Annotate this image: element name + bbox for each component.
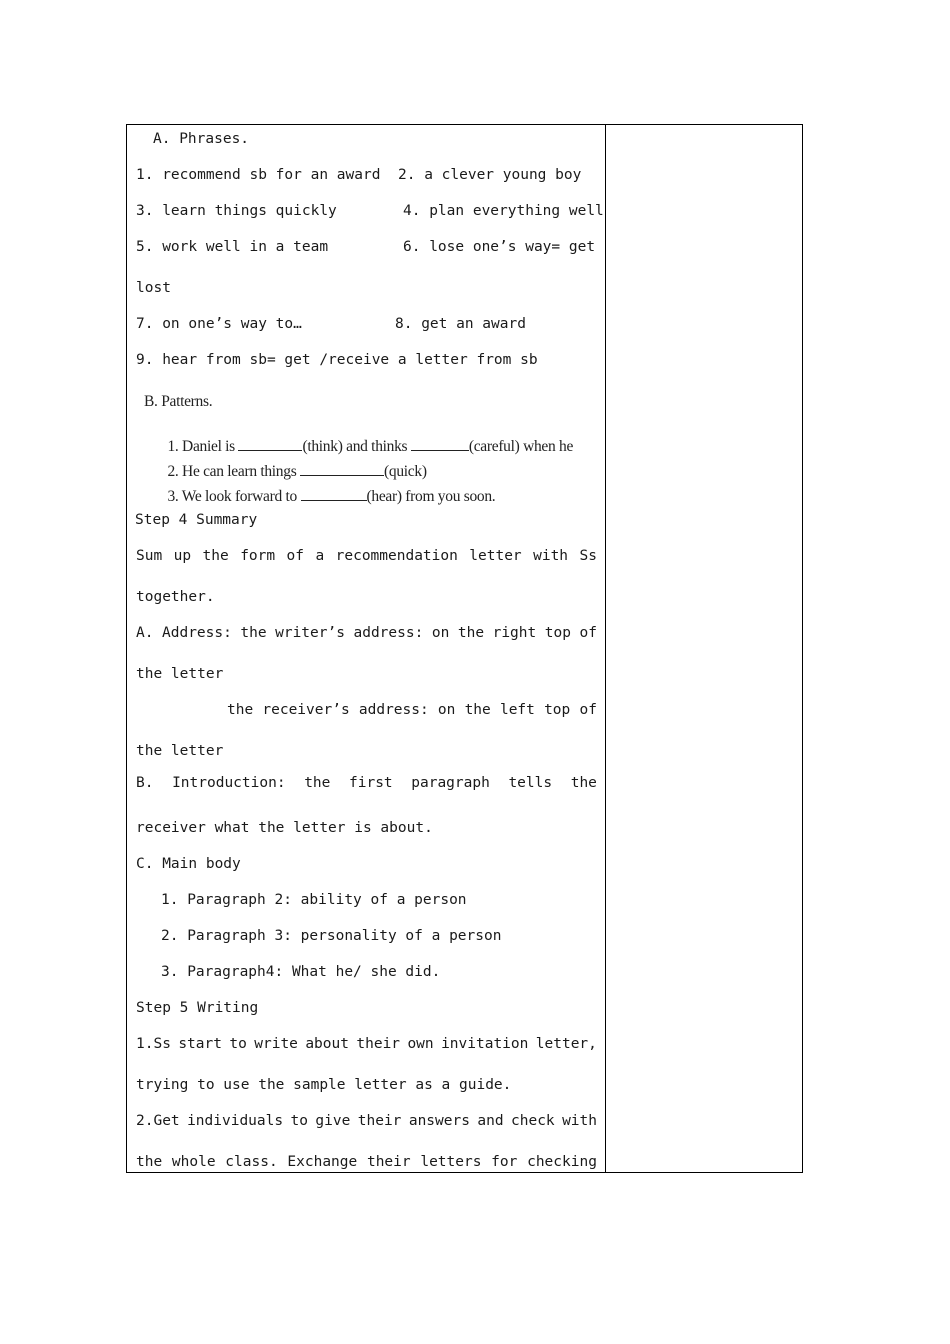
- word: of: [579, 625, 597, 641]
- address-continued: the letter: [136, 666, 224, 682]
- word: write: [254, 1036, 298, 1052]
- writing-item-2: [136, 1112, 597, 1130]
- word: A.: [136, 625, 154, 641]
- phrase-item: 7. on one’s way to…: [136, 316, 302, 332]
- word: top: [544, 702, 571, 718]
- phrase-item: 4. plan everything well: [403, 203, 604, 219]
- word: answers: [408, 1113, 470, 1129]
- word: Exchange: [287, 1154, 358, 1170]
- pattern-text: 2. He can learn things: [167, 463, 301, 480]
- main-body-heading: C. Main body: [136, 856, 241, 872]
- word: recommendation: [335, 548, 458, 564]
- patterns-heading: B. Patterns.: [144, 393, 213, 410]
- word: 2.Get: [136, 1113, 180, 1129]
- word: on: [437, 702, 456, 718]
- summary-intro-continued: together.: [136, 589, 215, 605]
- word: Introduction:: [172, 775, 286, 791]
- word: for: [491, 1154, 518, 1170]
- word: a: [315, 548, 325, 564]
- word: give: [315, 1113, 351, 1129]
- step4-heading: Step 4 Summary: [135, 512, 258, 528]
- column-divider: [605, 125, 606, 1172]
- word: on: [431, 625, 450, 641]
- word: letter,: [535, 1036, 597, 1052]
- answer-blank: [301, 486, 367, 501]
- word: check: [511, 1113, 555, 1129]
- phrase-item-continued: lost: [136, 280, 171, 296]
- word: receiver’s: [262, 702, 350, 718]
- word: letters: [420, 1154, 482, 1170]
- receiver-line: [227, 701, 597, 719]
- writing-item-2-continued: [136, 1153, 597, 1171]
- word: the: [202, 548, 229, 564]
- pattern-text: (quick): [384, 463, 427, 480]
- phrase-item: 5. work well in a team: [136, 239, 329, 255]
- word: their: [356, 1036, 401, 1052]
- phrase-item: 8. get an award: [395, 316, 526, 332]
- word: of: [579, 702, 597, 718]
- word: Address:: [162, 625, 232, 641]
- word: first: [349, 775, 393, 791]
- main-body-item: 3. Paragraph4: What he/ she did.: [161, 964, 441, 980]
- step5-heading: Step 5 Writing: [136, 1000, 259, 1016]
- word: class.: [225, 1154, 278, 1170]
- introduction-line: [136, 774, 597, 792]
- word: the: [457, 625, 485, 641]
- pattern-text: (think) and thinks: [302, 438, 411, 455]
- pattern-text: 3. We look forward to: [167, 488, 301, 505]
- word: with: [533, 548, 569, 564]
- word: the: [227, 702, 254, 718]
- word: Sum: [136, 548, 163, 564]
- word: left: [499, 702, 535, 718]
- word: the: [464, 702, 491, 718]
- phrase-item: 1. recommend sb for an award: [136, 167, 381, 183]
- word: up: [173, 548, 192, 564]
- word: the: [570, 775, 597, 791]
- lesson-table: [126, 124, 803, 1173]
- pattern-text: (careful) when he: [468, 438, 574, 455]
- word: the: [136, 1154, 163, 1170]
- word: and: [477, 1113, 504, 1129]
- main-body-item: 2. Paragraph 3: personality of a person: [161, 928, 502, 944]
- word: address:: [353, 625, 424, 641]
- word: writer’s: [275, 625, 345, 641]
- address-line: [136, 624, 597, 642]
- main-body-item: 1. Paragraph 2: ability of a person: [161, 892, 467, 908]
- word: their: [357, 1113, 402, 1129]
- word: letter: [469, 548, 522, 564]
- word: right: [492, 625, 537, 641]
- summary-intro: [136, 547, 597, 565]
- phrase-item: 9. hear from sb= get /receive a letter from sb: [136, 352, 538, 368]
- phrases-heading: A. Phrases.: [153, 131, 250, 147]
- word: form: [240, 548, 276, 564]
- pattern-text: 1. Daniel is: [167, 438, 239, 455]
- word: Ss: [579, 548, 597, 564]
- word: checking: [527, 1154, 597, 1170]
- word: start: [178, 1036, 222, 1052]
- word: tells: [508, 775, 553, 791]
- word: their: [366, 1154, 411, 1170]
- receiver-continued: the letter: [136, 743, 224, 759]
- word: top: [544, 625, 571, 641]
- word: 1.Ss: [136, 1036, 171, 1052]
- writing-item-1-continued: trying to use the sample letter as a guide.: [136, 1077, 512, 1093]
- word: to: [229, 1036, 247, 1052]
- word: B.: [136, 775, 154, 791]
- introduction-continued: receiver what the letter is about.: [136, 820, 433, 836]
- word: to: [290, 1113, 308, 1129]
- pattern-text: (hear) from you soon.: [366, 488, 496, 505]
- word: individuals: [187, 1113, 284, 1129]
- writing-item-1: [136, 1035, 597, 1053]
- phrase-item: 6. lose one’s way= get: [403, 239, 596, 255]
- word: address:: [358, 702, 429, 718]
- phrase-item: 3. learn things quickly: [136, 203, 337, 219]
- word: with: [562, 1113, 597, 1129]
- word: the: [240, 625, 267, 641]
- word: whole: [171, 1154, 216, 1170]
- word: invitation: [441, 1036, 529, 1052]
- phrase-item: 2. a clever young boy: [398, 167, 582, 183]
- word: own: [407, 1036, 434, 1052]
- word: about: [305, 1036, 349, 1052]
- word: of: [286, 548, 305, 564]
- word: the: [304, 775, 331, 791]
- word: paragraph: [411, 775, 490, 791]
